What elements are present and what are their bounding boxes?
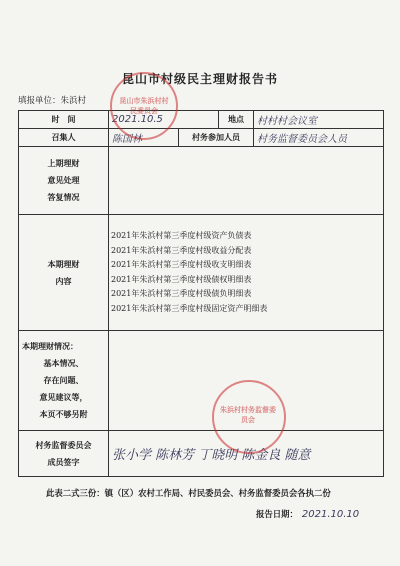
convener-value: 陈国林 xyxy=(109,129,179,147)
report-date xyxy=(256,508,359,520)
time-value: 2021.10.5 xyxy=(109,111,219,129)
report-date-label: 报告日期： xyxy=(256,509,298,519)
report-table xyxy=(18,110,384,477)
footer-note: 此表二式三份：镇（区）农村工作局、村民委员会、村务监督委员会各执二份 xyxy=(46,488,331,498)
previous-label: 上期理财 意见处理 答复情况 xyxy=(19,147,109,215)
list-item: 2021年朱浜村第三季度村级收支明细表 xyxy=(111,260,252,269)
list-item: 2021年朱浜村第三季度村级债权明细表 xyxy=(111,274,252,284)
report-date-value: 2021.10.10 xyxy=(301,509,360,520)
page-title: 昆山市村级民主理财报告书 xyxy=(121,72,278,86)
village-seal-text: 昆山市朱浜村村民委员会 xyxy=(119,96,169,115)
committee-signatures: 张小学 陈林芳 丁晓明 陈金良 随意 xyxy=(109,431,384,477)
place-value: 村村村会议室 xyxy=(254,111,384,129)
list-item: 2021年朱浜村第三季度村级收益分配表 xyxy=(111,245,252,255)
list-item: 2021年朱浜村第三季度村级固定资产明细表 xyxy=(111,303,268,313)
convener-label: 召集人 xyxy=(19,129,109,147)
list-item: 2021年朱浜村第三季度村级资产负债表 xyxy=(111,231,252,240)
place-label: 地点 xyxy=(219,111,254,129)
participants-label: 村务参加人员 xyxy=(179,129,254,147)
previous-content xyxy=(109,147,384,215)
situation-label: 本期理财情况： 基本情况、 存在问题、 意见建议等， 本页不够另附 xyxy=(19,331,109,431)
time-label: 时 间 xyxy=(19,111,109,129)
fill-unit: 填报单位：朱浜村 xyxy=(18,96,87,106)
list-item: 2021年朱浜村第三季度村级债负明细表 xyxy=(111,289,252,298)
current-label: 本期理财 内容 xyxy=(19,215,109,331)
current-items xyxy=(109,215,384,331)
committee-seal-text: 朱浜村村务监督委员会 xyxy=(220,405,276,424)
participants-value: 村务监督委员会人员 xyxy=(254,129,384,147)
committee-label: 村务监督委员会 成员签字 xyxy=(19,431,109,477)
